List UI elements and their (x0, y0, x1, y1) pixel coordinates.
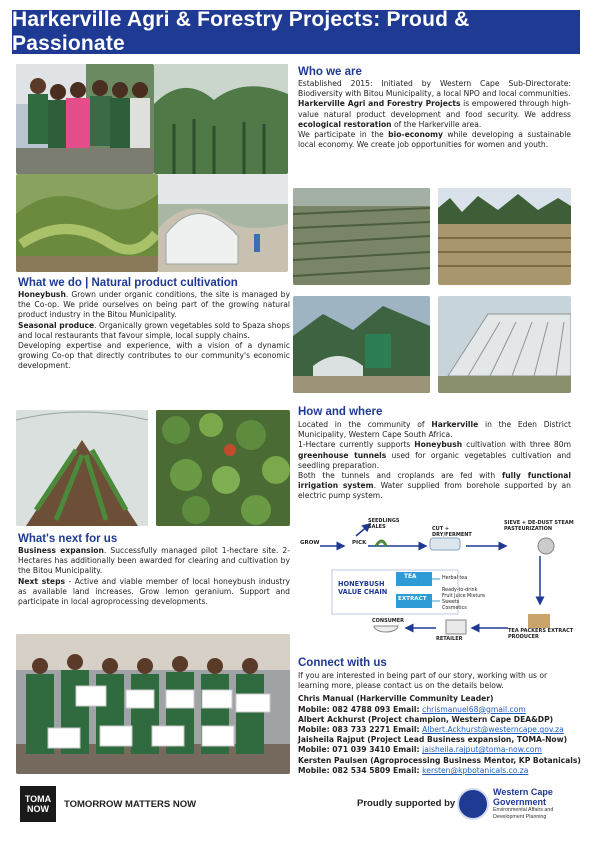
who-text (298, 79, 571, 150)
what-heading: What we do | Natural product cultivation (18, 277, 238, 289)
next-expansion: Business expansion. Successfully managed pilot 1-hectare site. 2-Hectares has additionally been awarded for clearing and cultivation by the Bitou Municipality. (18, 546, 290, 576)
next-steps: Next steps - Active and viable member of local honeybush industry as available land increases. Grow lemon geranium. Support and participate in local agroprocessing developments. (18, 576, 290, 607)
contact-name: Jaisheila Rajput (Project Lead Business expansion, TOMA-Now) (298, 735, 568, 745)
cropland-photo-1 (293, 188, 430, 285)
contact-details: Mobile: 082 534 5809 Email: kersten@kpbotanicals.co.za (298, 765, 529, 775)
contact-3 (298, 735, 571, 755)
chain-seedlings: SEEDLINGS SALES (368, 518, 400, 530)
nursery-photo (154, 64, 288, 174)
email-link[interactable]: chrismanuel68@gmail.com (422, 704, 526, 714)
what-development: Developing expertise and experience, with a vision of a dynamic growing Co-op that directly contributes to our community's economic development. (18, 341, 290, 371)
contact-name: Chris Manual (Harkerville Community Leader) (298, 694, 494, 704)
how-text (298, 420, 571, 502)
chain-fruit: Fruit Juice Mixture (442, 594, 486, 599)
tunnel-site-photo (158, 174, 288, 272)
email-link[interactable]: kersten@kpbotanicals.co.za (422, 765, 529, 775)
chain-cut: CUT + DRY/FERMENT (432, 526, 472, 538)
who-bioeconomy: We participate in the bio-economy while developing a sustainable local economy. We create job opportunities for women and youth. (298, 130, 571, 150)
chain-cosmetics: Cosmetics (442, 606, 467, 611)
chain-grow: GROW (300, 540, 320, 546)
who-empowered: Harkerville Agri and Forestry Projects is empowered through high-value natural product development and food security. We address ecological restoration of the Harkerville area. (298, 99, 571, 129)
chain-consumer: CONSUMER (372, 618, 405, 624)
water-tank-photo (293, 296, 430, 393)
how-heading: How and where (298, 406, 383, 418)
contact-1 (298, 694, 571, 714)
how-hectare: 1-Hectare currently supports Honeybush cultivation with three 80m greenhouse tunnels used for organic vegetables cultivation and seedling preparation. (298, 440, 571, 470)
chain-extract: EXTRACT (398, 596, 427, 602)
chain-herbal: Herbal tea (442, 576, 468, 581)
chain-packers: TEA PACKERS EXTRACT PRODUCER (508, 628, 574, 640)
chain-sweets: Sweets (442, 600, 460, 605)
who-heading: Who we are (298, 66, 362, 78)
crest-icon (457, 788, 489, 820)
team-photo (16, 64, 154, 174)
next-heading: What's next for us (18, 533, 118, 545)
contact-name: Kersten Paulsen (Agroprocessing Business Mentor, KP Botanicals) (298, 755, 581, 765)
value-chain-diagram (296, 516, 574, 650)
how-location: Located in the community of Harkerville in the Eden District Municipality, Western Cape South Africa. (298, 420, 571, 440)
footer-brand (20, 786, 196, 822)
chain-tea: TEA (404, 574, 417, 580)
page-title: Harkerville Agri & Forestry Projects: Proud & Passionate (12, 10, 580, 54)
chain-ready: Ready-to-drink (442, 588, 478, 593)
chain-center-title: HONEYBUSH VALUE CHAIN (338, 580, 388, 596)
western-cape-logo: Western Cape Government Environmental Affairs and Development Planning (457, 785, 571, 823)
connect-intro: If you are interested in being part of our story, working with us or learning more, please contact us on the details below. (298, 671, 548, 691)
connect-section (298, 671, 581, 776)
cropland-photo-2 (438, 188, 571, 285)
chain-pick: PICK (352, 540, 367, 546)
contact-details: Mobile: 071 039 3410 Email: jaisheila.rajput@toma-now.com (298, 745, 542, 755)
email-link[interactable]: jaisheila.rajput@toma-now.com (422, 745, 542, 755)
chain-sieve: SIEVE + DE-DUST STEAM PASTEURIZATION (504, 520, 574, 532)
certificate-group-photo (16, 634, 290, 774)
tunnel-vegetables-photo (16, 410, 148, 526)
vegetable-beds-photo (156, 410, 290, 526)
what-seasonal: Seasonal produce. Organically grown vegetables sold to Spaza shops and local restaurants that favour simple, local supply chains. (18, 320, 290, 340)
email-link[interactable]: Albert.Ackhurst@westerncape.gov.za (422, 725, 564, 735)
greenhouse-tunnels-photo (438, 296, 571, 393)
how-irrigation: Both the tunnels and croplands are fed with fully functional irrigation system. Water supplied from borehole supported by an electric pump system. (298, 471, 571, 501)
toma-now-logo: TOMA NOW (20, 786, 56, 822)
toma-tagline: TOMORROW MATTERS NOW (64, 798, 197, 810)
chain-retailer: RETAILER (436, 636, 463, 642)
contact-4 (298, 755, 581, 776)
supported-by-label: Proudly supported by (357, 798, 456, 809)
contact-name: Albert Ackhurst (Project champion, Western Cape DEA&DP) (298, 714, 554, 724)
what-text (18, 290, 290, 372)
contact-2 (298, 715, 571, 735)
what-honeybush: Honeybush. Grown under organic conditions, the site is managed by the Co-op. We pride ourselves on being part of the growing natural product industry in the Bitou Municipality. (18, 290, 290, 320)
connect-heading: Connect with us (298, 657, 387, 669)
next-text (18, 546, 290, 607)
honeybush-harvest-photo (16, 174, 158, 272)
who-established: Established 2015: Initiated by Western Cape Sub-Directorate: Biodiversity with Bitou Municipality, a local NPO and local communities. (298, 79, 571, 99)
contact-details: Mobile: 083 733 2271 Email: Albert.Ackhurst@westerncape.gov.za (298, 725, 564, 735)
contact-details: Mobile: 082 4788 093 Email: chrismanuel68@gmail.com (298, 704, 526, 714)
